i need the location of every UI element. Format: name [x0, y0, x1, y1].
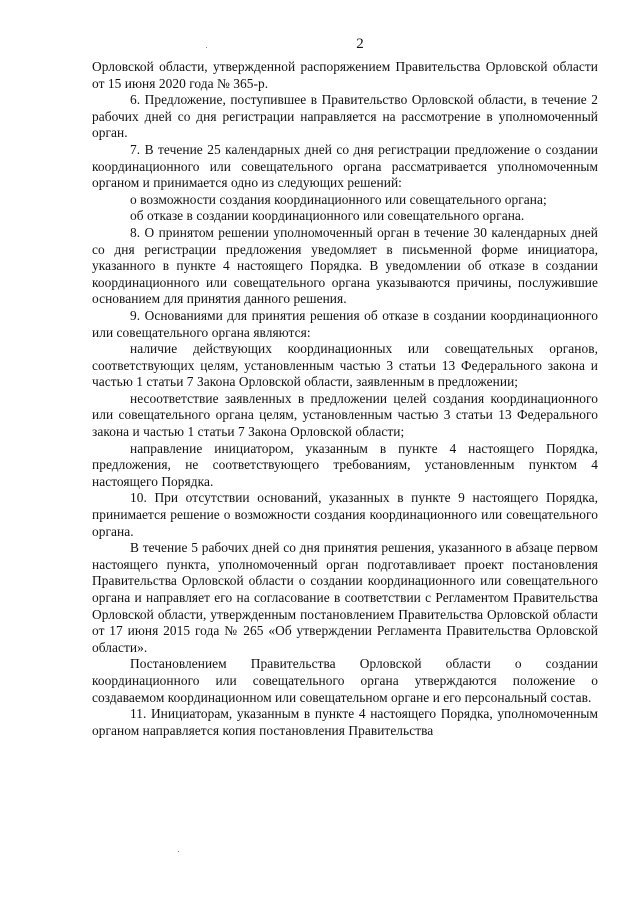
- paragraph-refusal-ground-3: направление инициатором, указанным в пункте 4 настоящего Порядка, предложения, не соответствующего требованиям, установленным пунктом 4 настоящего Порядка.: [92, 440, 598, 489]
- paragraph-item-10-part-3: Постановлением Правительства Орловской области о создании координационного или совещательного органа утверждаются положение о создаваемом координационном или совещательном органе и его персональный состав.: [92, 656, 598, 705]
- paragraph-item-10: 10. При отсутствии оснований, указанных в пункте 9 настоящего Порядка, принимается решение о возможности создания координационного или совещательного органа.: [92, 490, 598, 539]
- paragraph-item-7: 7. В течение 25 календарных дней со дня регистрации предложение о создании координационного или совещательного органа рассматривается уполномоченным органом и принимается одно из следующих решений:: [92, 141, 598, 191]
- paragraph-item-10-part-2: В течение 5 рабочих дней со дня принятия решения, указанного в абзаце первом настоящего пункта, уполномоченный орган подготавливает проект постановления Правительства Орловской области о создании координационного или совещательного органа и направляет его на согласование в соответствии с Регламентом Правительства Орловской области, утвержденным постановлением Правительства Орловской области от 17 июня 2015 года № 265 «Об утверждении Регламента Правительства Орловской области».: [92, 540, 598, 655]
- paragraph-decision-option-2: об отказе в создании координационного или совещательного органа.: [130, 208, 525, 224]
- scan-speck: [206, 47, 207, 48]
- paragraph-refusal-ground-2: несоответствие заявленных в предложении целей создания координационного или совещательного органа целям, установленным частью 3 статьи 13 Федерального закона и частью 1 статьи 7 Закона Орловской области;: [92, 390, 598, 440]
- scan-speck: [178, 851, 179, 852]
- paragraph-continuation: Орловской области, утвержденной распоряжением Правительства Орловской области от 15 июня 2020 года № 365-р.: [92, 59, 598, 91]
- page-number: 2: [356, 36, 364, 52]
- paragraph-item-8: 8. О принятом решении уполномоченный орган в течение 30 календарных дней со дня регистрации предложения уведомляет в письменной форме инициатора, указанного в пункте 4 настоящего Порядка. В уведомлении об отказе в создании координационного или совещательного органа указываются причины, послужившие основанием для принятия данного решения.: [92, 224, 598, 307]
- paragraph-item-9: 9. Основаниями для принятия решения об отказе в создании координационного или совещательного органа являются:: [92, 307, 598, 340]
- paragraph-refusal-ground-1: наличие действующих координационных или совещательных органов, соответствующих целям, установленным частью 3 статьи 13 Федерального закона и частью 1 статьи 7 Закона Орловской области, заявленным в предложении;: [92, 341, 598, 390]
- paragraph-item-6: 6. Предложение, поступившее в Правительство Орловской области, в течение 2 рабочих дней со дня регистрации направляется на рассмотрение в уполномоченный орган.: [92, 92, 598, 141]
- paragraph-decision-option-1: о возможности создания координационного или совещательного органа;: [130, 191, 547, 207]
- paragraph-item-11: 11. Инициаторам, указанным в пункте 4 настоящего Порядка, уполномоченным органом направляется копия постановления Правительства: [92, 706, 598, 738]
